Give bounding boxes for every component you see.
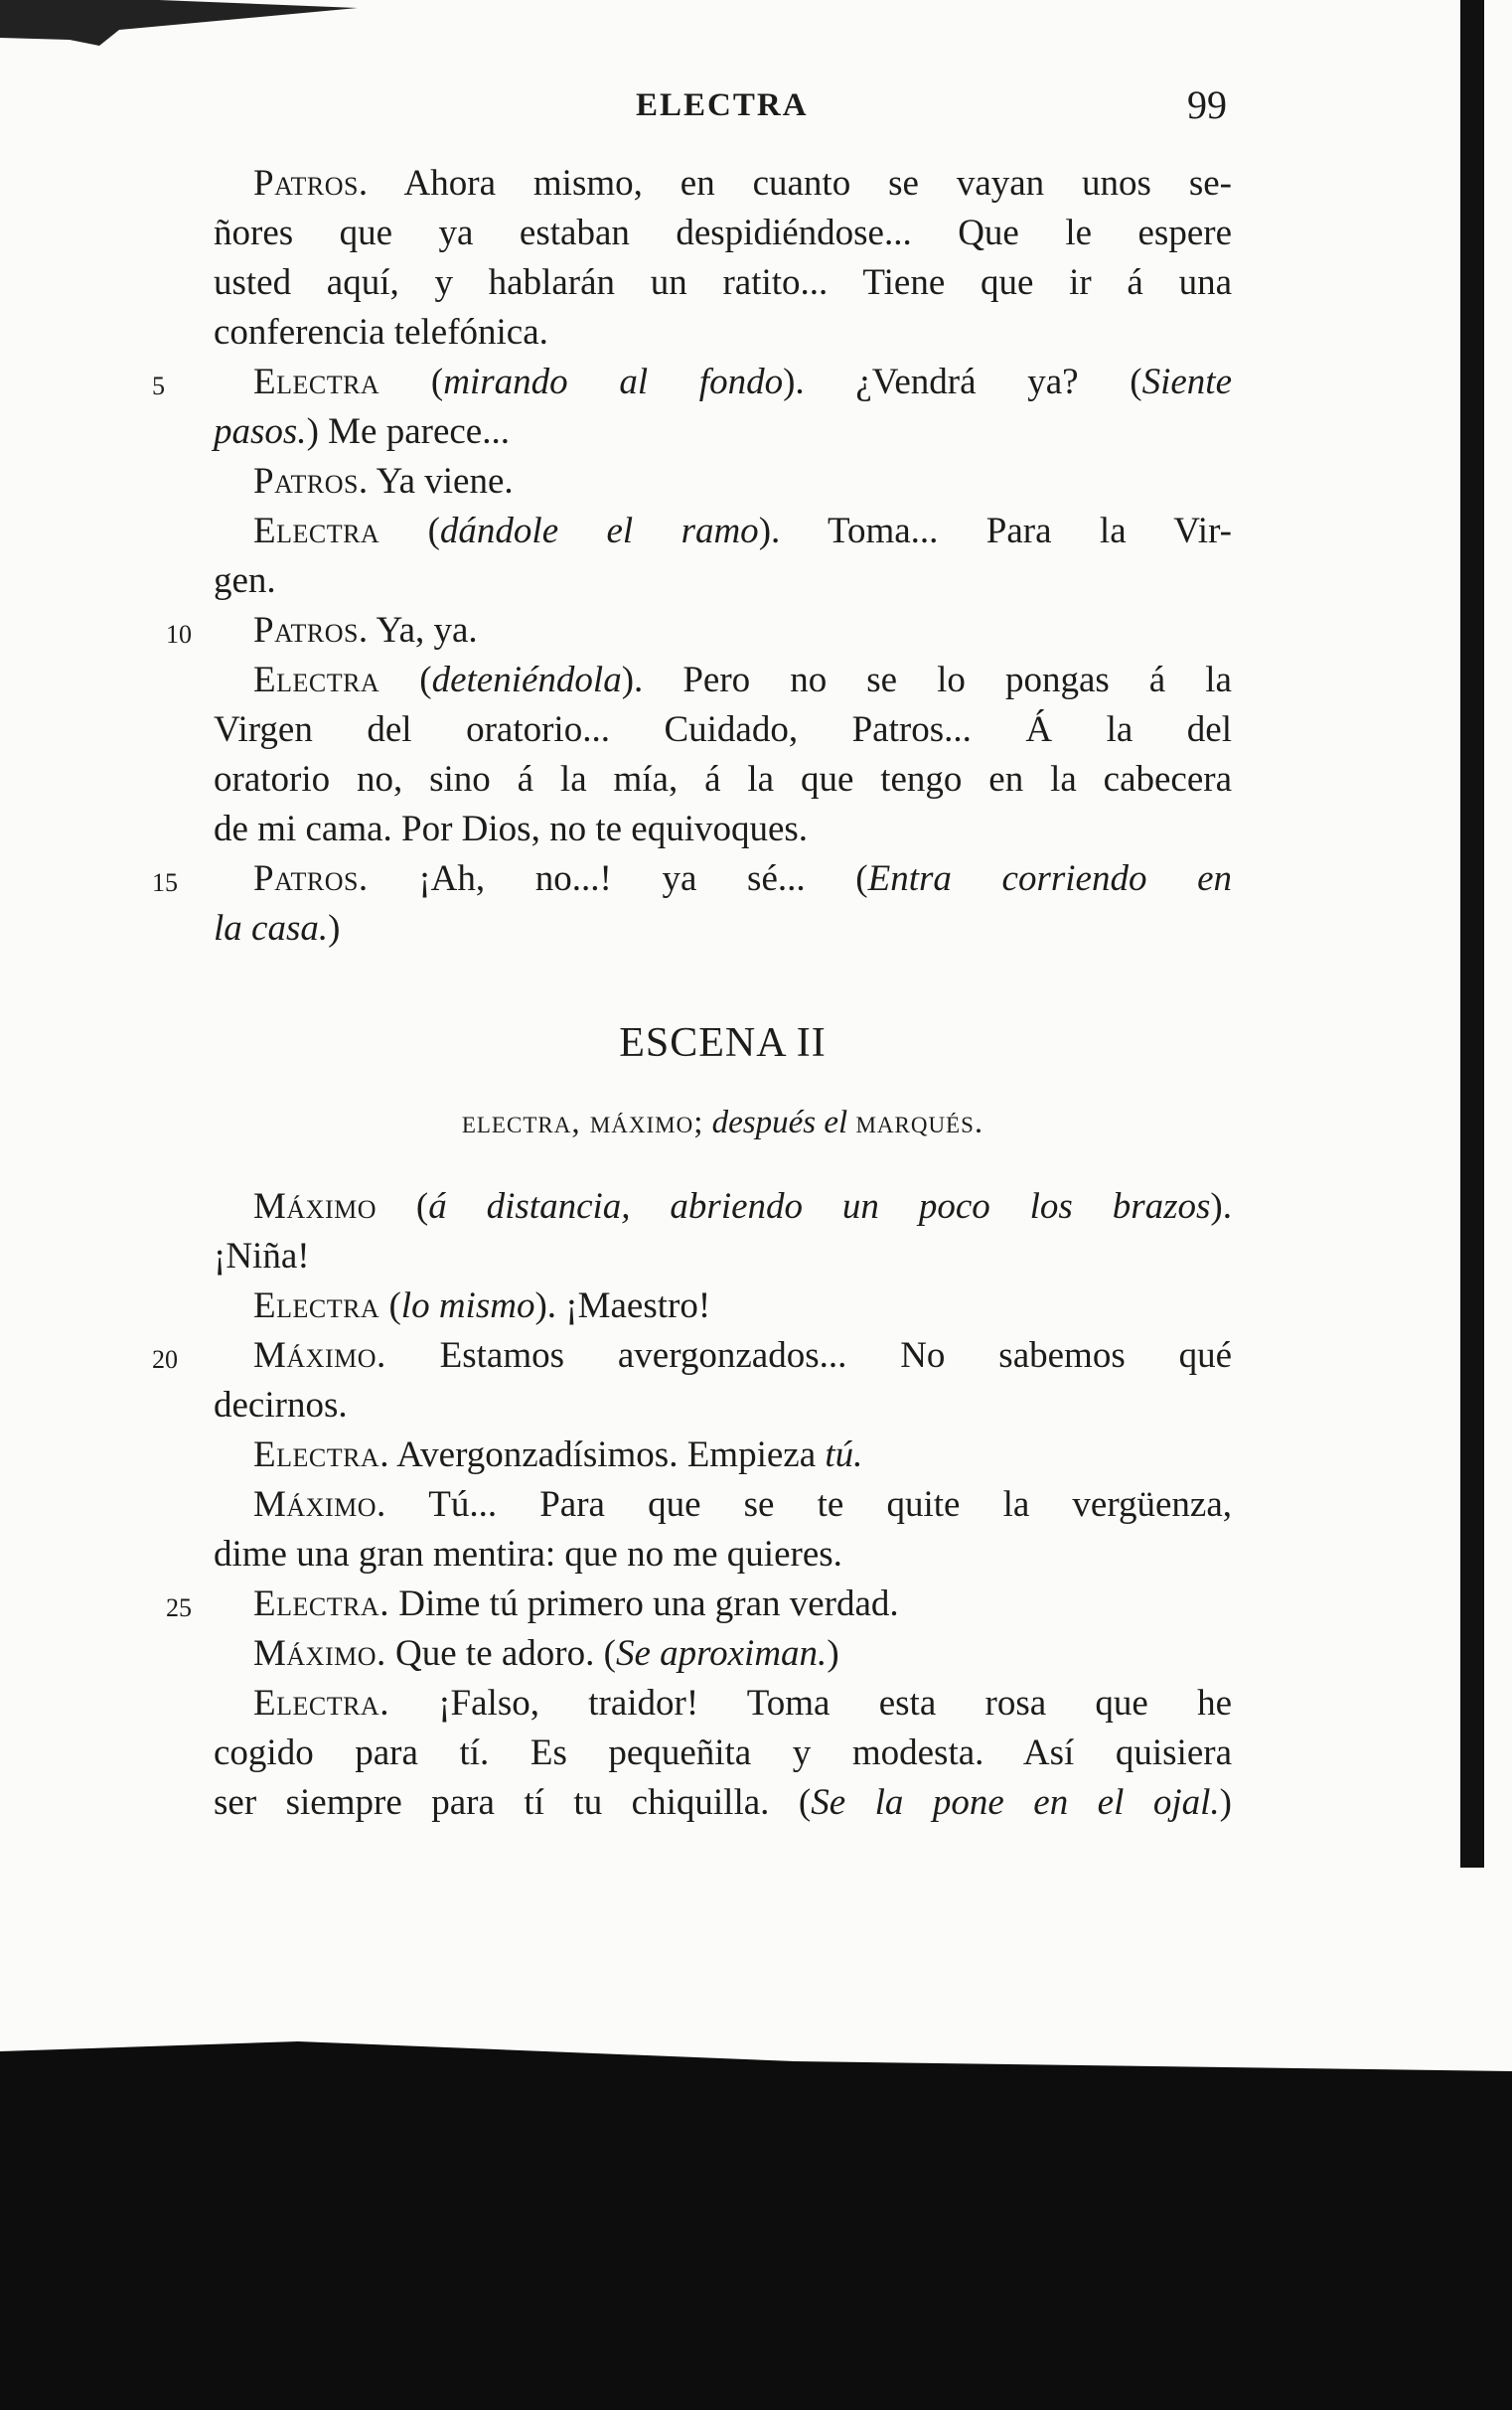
text-line (214, 308, 1232, 358)
text-line (214, 705, 1232, 755)
stage-direction: lo mismo (400, 1285, 535, 1326)
text-line (214, 656, 1232, 705)
speaker-name: Electra. (253, 1434, 389, 1475)
text-line (214, 1381, 1232, 1431)
stage-direction: dándole el ramo (439, 511, 759, 551)
line-text: conferencia telefónica. (214, 312, 548, 353)
stage-direction: la casa. (214, 908, 329, 949)
line-text: ). ¿Vendrá ya? ( (783, 362, 1142, 402)
text-line (152, 358, 1232, 407)
line-text: de mi cama. Por Dios, no te equivoques. (214, 809, 809, 849)
line-text: Estamos avergonzados... No sabemos qué (385, 1335, 1232, 1376)
text-line (214, 1530, 1232, 1580)
stage-direction: Se aproximan. (615, 1633, 828, 1674)
speaker-name: Patros. (253, 610, 369, 651)
line-text: Avergonzadísimos. Empieza (388, 1434, 826, 1475)
scan-bottom-artifact (0, 2032, 1512, 2410)
line-number: 5 (152, 372, 165, 400)
line-text: ). (1210, 1186, 1232, 1227)
line-text: ¡Falso, traidor! Toma esta rosa que he (388, 1683, 1232, 1724)
line-text: usted aquí, y hablarán un ratito... Tiene que ir á una (214, 262, 1232, 303)
line-text: ) Me parece... (306, 411, 510, 452)
stage-direction: Se la pone en el ojal. (811, 1782, 1220, 1823)
line-text: ser siempre para tí tu chiquilla. ( (214, 1782, 812, 1823)
scan-corner-artifact (0, 0, 397, 50)
line-text: ¡Ah, no...! ya sé... ( (368, 858, 868, 899)
text-line (214, 904, 1232, 954)
text-line (152, 854, 1233, 904)
line-text: ). Pero no se lo pongas á la (621, 660, 1232, 700)
line-text: dime una gran mentira: que no me quieres. (214, 1534, 842, 1575)
text-block (152, 159, 1233, 1828)
line-text: ñores que ya estaban despidiéndose... Que le espere (214, 213, 1232, 253)
line-text: cogido para tí. Es pequeñita y modesta. Así quisiera (214, 1732, 1232, 1773)
line-text: decirnos. (214, 1385, 348, 1426)
text-line (214, 1431, 1232, 1480)
page-header (0, 81, 1512, 141)
text-line (214, 556, 1232, 606)
line-text: gen. (214, 560, 276, 601)
scan-binding-edge (1460, 0, 1484, 1868)
line-text: ) (827, 1633, 839, 1674)
speaker-name: Electra. (253, 1583, 389, 1624)
line-text: Que te adoro. ( (385, 1633, 616, 1674)
speaker-name: Electra (253, 511, 380, 551)
speaker-name: Patros. (253, 461, 369, 502)
running-title: ELECTRA (636, 87, 809, 123)
page-number: 99 (1187, 82, 1227, 127)
text-line (152, 1331, 1232, 1381)
text-line (214, 507, 1232, 556)
stage-direction: deteniéndola (431, 660, 622, 700)
line-text: ¡Niña! (214, 1236, 310, 1277)
line-text: ). ¡Maestro! (534, 1285, 711, 1326)
line-number: 20 (152, 1345, 178, 1374)
line-text: Ya, ya. (368, 610, 478, 651)
text-line (166, 1580, 1232, 1629)
speaker-name: Patros. (253, 858, 369, 899)
speaker-name: Máximo. (253, 1633, 386, 1674)
speaker-name: Máximo. (253, 1335, 386, 1376)
text-line (214, 457, 1232, 507)
text-line (214, 1232, 1232, 1281)
line-text: ). Toma... Para la Vir- (758, 511, 1232, 551)
text-line (214, 1281, 1232, 1331)
text-line (214, 1480, 1232, 1530)
line-number: 25 (166, 1593, 192, 1622)
cast-note: después el (711, 1105, 848, 1140)
text-line (214, 258, 1232, 308)
line-text: ( (379, 1285, 401, 1326)
stage-direction: á distancia, abriendo un poco los brazos (428, 1186, 1211, 1227)
speaker-name: Patros. (253, 163, 369, 204)
stage-direction: pasos. (214, 411, 307, 452)
text-line (214, 1182, 1232, 1232)
line-text: ( (379, 660, 432, 700)
text-line (214, 159, 1232, 209)
line-number: 10 (166, 620, 192, 649)
speaker-name: Máximo. (253, 1484, 386, 1525)
line-number: 15 (152, 868, 178, 897)
line-text: oratorio no, sino á la mía, á la que tengo en la cabecera (214, 759, 1232, 800)
speaker-name: Electra (253, 660, 380, 700)
dialogue-top (152, 159, 1233, 954)
dialogue-bottom (152, 1182, 1232, 1828)
line-text: ( (377, 1186, 429, 1227)
text-line (214, 209, 1232, 258)
stage-direction: tú. (825, 1434, 863, 1475)
line-text: Ya viene. (368, 461, 514, 502)
cast-names: electra, máximo; (461, 1105, 704, 1140)
text-line (214, 755, 1232, 805)
speaker-name: Electra (253, 362, 380, 402)
speaker-name: Electra (253, 1285, 380, 1326)
cast-later: marqués. (855, 1105, 984, 1140)
line-text: ) (328, 908, 341, 949)
text-line (214, 1778, 1232, 1828)
text-line (214, 1679, 1232, 1729)
scene-title: ESCENA II (619, 1020, 827, 1066)
text-line (166, 606, 1232, 656)
speaker-name: Máximo (253, 1186, 378, 1227)
text-line (214, 1629, 1232, 1679)
text-line (214, 805, 1232, 854)
line-text: Virgen del oratorio... Cuidado, Patros... Á la del (214, 709, 1232, 750)
speaker-name: Electra. (253, 1683, 389, 1724)
line-text: ( (379, 511, 440, 551)
line-text: ) (1219, 1782, 1232, 1823)
text-line (214, 407, 1232, 457)
scene-cast (214, 1093, 1232, 1152)
line-text: Tú... Para que se te quite la vergüenza, (385, 1484, 1232, 1525)
stage-direction: mirando al fondo (443, 362, 784, 402)
line-text: ( (379, 362, 444, 402)
text-line (214, 1729, 1232, 1778)
stage-direction: Entra corriendo en (867, 858, 1233, 899)
stage-direction: Siente (1141, 362, 1232, 402)
line-text: Dime tú primero una gran verdad. (388, 1583, 899, 1624)
line-text: Ahora mismo, en cuanto se vayan unos se- (368, 163, 1232, 204)
